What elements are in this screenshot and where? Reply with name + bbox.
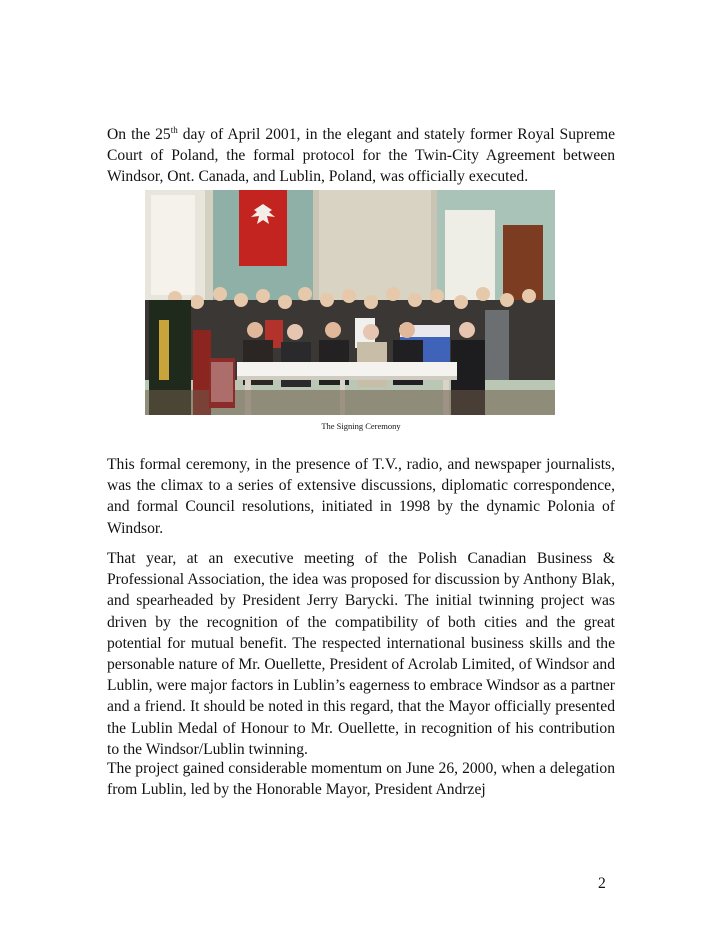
page-number: 2	[598, 875, 606, 892]
body-paragraph: The project gained considerable momentum on June 26, 2000, when a delegation from Lublin, led by the Honorable Mayor, President Andrzej	[107, 760, 615, 799]
ordinal-superscript: th	[170, 125, 178, 135]
intro-text-start: On the 25	[107, 126, 171, 143]
intro-text-rest: day of April 2001, in the elegant and stately former Royal Supreme Court of Poland, the formal protocol for the Twin-City Agreement between Windsor, Ont. Canada, and Lublin, Poland, was officially executed.	[107, 126, 615, 186]
body-paragraph: This formal ceremony, in the presence of T.V., radio, and newspaper journalists, was the climax to a series of extensive discussions, diplomatic correspondence, and formal Council resolutions, initiated in 1998 by the dynamic Polonia of Windsor.	[107, 456, 615, 537]
body-paragraph: That year, at an executive meeting of the Polish Canadian Business & Professional Association, the idea was proposed for discussion by Anthony Blak, and spearheaded by President Jerry Barycki. The initial twinning project was driven by the recognition of the compatibility of both cities and the great potential for mutual benefit. The respected international business skills and the personable nature of Mr. Ouellette, President of Acrolab Limited, of Windsor and Lublin, were major factors in Lublin’s eagerness to embrace Windsor as a partner and a friend. It should be noted in this regard, that the Mayor officially presented the Lublin Medal of Honour to Mr. Ouellette, in recognition of his contribution to the Windsor/Lublin twinning.	[107, 550, 615, 758]
photo-caption: The Signing Ceremony	[321, 421, 401, 431]
signing-ceremony-photo	[145, 190, 555, 415]
intro-paragraph	[107, 124, 615, 188]
